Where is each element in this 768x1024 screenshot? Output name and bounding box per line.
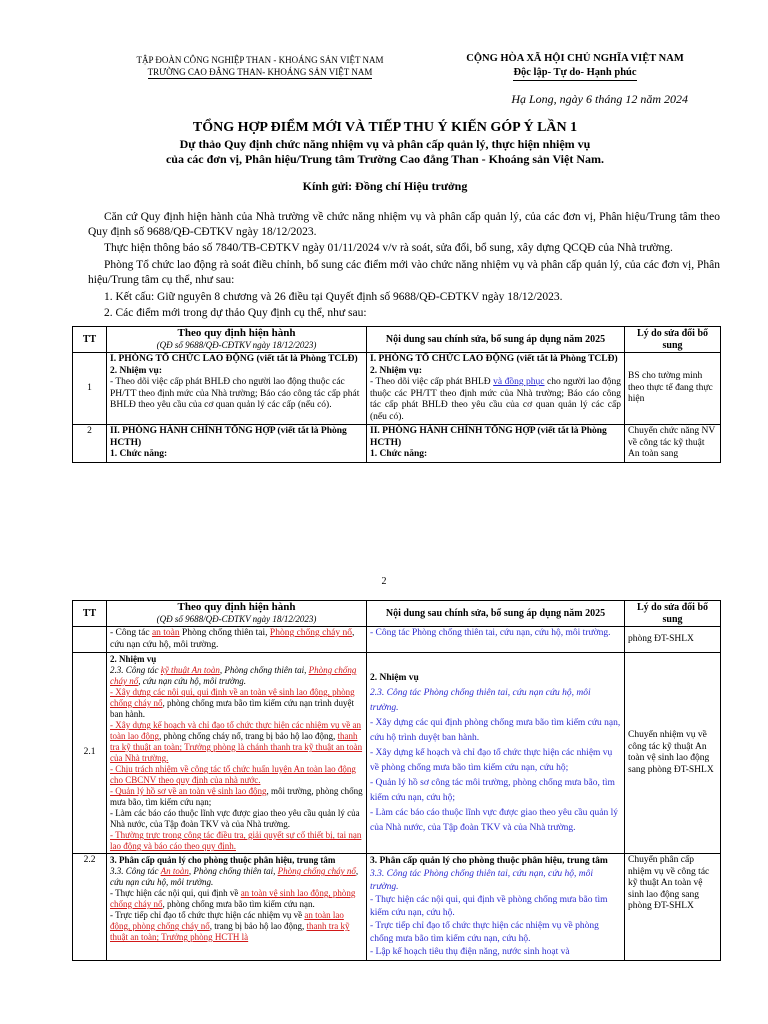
- recipient-line: Kính gửi: Đồng chí Hiệu trưởng: [302, 179, 468, 193]
- reason-cell: Chuyển phân cấp nhiệm vụ về công tác kỹ thuật An toàn vệ sinh lao động sang phòng ĐT-SHLX: [625, 854, 721, 961]
- row-number: [73, 627, 107, 653]
- deleted-text: Phòng chống cháy nổ: [269, 628, 352, 638]
- table-row: [73, 653, 721, 854]
- col-current-header: Theo quy định hiện hành (QĐ số 9688/QĐ-CĐTKV ngày 18/12/2023): [107, 327, 367, 353]
- national-header: [450, 52, 700, 81]
- comparison-table-page2: [72, 600, 721, 961]
- paragraph-structure: 1. Kết cấu: Giữ nguyên 8 chương và 26 điều tại Quyết định số 9688/QĐ-CĐTKV ngày 18/12/2023.: [104, 291, 563, 303]
- table-row: [73, 854, 721, 961]
- revised-text-cell: I. PHÒNG TỔ CHỨC LAO ĐỘNG (viết tắt là Phòng TCLĐ) 2. Nhiệm vụ: - Theo dõi việc cấp phát BHLĐ và đồng phục cho người lao động thuộc các PH/TT theo định mức của Nhà trường; Báo cáo công tác cấp phát BHLĐ theo yêu cầu của cơ quan quản lý các cấp (nếu có).: [367, 353, 625, 425]
- current-text-cell: II. PHÒNG HÀNH CHÍNH TỔNG HỢP (viết tắt là Phòng HCTH) 1. Chức năng:: [107, 425, 367, 463]
- nation-motto: Độc lập- Tự do- Hạnh phúc: [450, 66, 700, 81]
- reason-cell: Chuyển nhiệm vụ về công tác kỹ thuật An toàn vệ sinh lao động sang phòng ĐT-SHLX: [625, 653, 721, 854]
- paragraph-review: Phòng Tổ chức lao động rà soát điều chỉnh, bổ sung các điểm mới vào chức năng nhiệm vụ và phân cấp quản lý, của các đơn vị, Phân hiệu/Trung tâm cụ thể, như sau:: [88, 259, 720, 286]
- reason-cell: BS cho tường minh theo thực tế đang thực hiện: [625, 353, 721, 425]
- document-date: Hạ Long, ngày 6 tháng 12 năm 2024: [511, 92, 688, 106]
- document-subtitle-1: Dự thảo Quy định chức năng nhiệm vụ và phân cấp quản lý, thực hiện nhiệm vụ: [179, 137, 591, 151]
- table-row: [73, 627, 721, 653]
- revised-text-cell: 2. Nhiệm vụ 2.3. Công tác Phòng chống thiên tai, cứu nạn cứu hộ, môi trường. - Xây dựng các qui định phòng chống mưa bão tìm kiếm cứu nạn, cứu hộ trình duyệt ban hành. - Xây dựng kế hoạch và chỉ đạo tổ chức thực hiện các nhiệm vụ về phòng chống mưa bão tìm kiếm cứu nạn, cứu hộ; - Quản lý hồ sơ công tác môi trường, phòng chống mưa bão, tìm kiếm cứu nạn, cứu hộ; - Làm các báo cáo thuộc lĩnh vực được giao theo yêu cầu quản lý của Nhà nước, của Tập đoàn TKV và của Nhà trường.: [367, 653, 625, 854]
- revised-text-cell: II. PHÒNG HÀNH CHÍNH TỔNG HỢP (viết tắt là Phòng HCTH) 1. Chức năng:: [367, 425, 625, 463]
- col-revised-header: Nội dung sau chính sửa, bổ sung áp dụng năm 2025: [367, 601, 625, 627]
- current-text-cell: 2. Nhiệm vụ 2.3. Công tác kỹ thuật An toàn, Phòng chống thiên tai, Phòng chống cháy nổ, cứu nạn cứu hộ, môi trường. - Xây dựng các nội qui, qui định về an toàn vệ sinh lao động, phòng chống cháy nổ, phòng chống mưa bão tìm kiếm cứu nạn trình duyệt ban hành. - Xây dựng kế hoạch và chỉ đạo tổ chức thực hiện các nhiệm vụ về an toàn lao động, phòng chống cháy nổ, trang bị bảo hộ lao động, thanh tra kỹ thuật an toàn; Trưởng phòng là chánh thanh tra kỹ thuật an toàn của Nhà trường. - Chịu trách nhiệm về công tác tổ chức huấn luyện An toàn lao động cho CBCNV theo quy định của nhà nước. - Quản lý hồ sơ về an toàn vệ sinh lao động, môi trường, phòng chống mưa bão, tìm kiếm cứu nạn; - Làm các báo cáo thuộc lĩnh vực được giao theo yêu cầu quản lý của Nhà nước, của Tập đoàn TKV và của Nhà trường. - Thường trực trong công tác điều tra, giải quyết sự cố thiết bị, tai nạn lao động và báo cáo theo quy định.: [107, 653, 367, 854]
- row-number: 2.2: [73, 854, 107, 961]
- reason-cell: phòng ĐT-SHLX: [625, 627, 721, 653]
- table-row: [73, 353, 721, 425]
- document-title: TỔNG HỢP ĐIỂM MỚI VÀ TIẾP THU Ý KIẾN GÓP Ý LẦN 1: [192, 120, 578, 135]
- col-current-header: Theo quy định hiện hành (QĐ số 9688/QĐ-CĐTKV ngày 18/12/2023): [107, 601, 367, 627]
- col-reason-header: Lý do sửa đổi bổ sung: [625, 327, 721, 353]
- paragraph-basis: Căn cứ Quy định hiện hành của Nhà trường về chức năng nhiệm vụ và phân cấp quản lý, của các đơn vị, Phân hiệu/Trung tâm theo Quy định số 9688/QĐ-CĐTKV ngày 18/12/2023.: [88, 211, 720, 238]
- revised-text-cell: 3. Phân cấp quản lý cho phòng thuộc phân hiệu, trung tâm 3.3. Công tác Phòng chống thiên tai, cứu nạn, cứu hộ, môi trường. - Thực hiện các nội qui, qui định về phòng chống mưa bão tìm kiếm cứu nạn, cứu hộ. - Trực tiếp chỉ đạo tổ chức thực hiện các nhiệm vụ về phòng chống mưa bão tìm kiếm cứu nạn, cứu hộ. - Lập kế hoạch tiêu thụ điện năng, nước sinh hoạt và: [367, 854, 625, 961]
- page-number: 2: [381, 576, 387, 587]
- reason-cell: Chuyển chức năng NV về công tác kỹ thuật An toàn sang: [625, 425, 721, 463]
- col-reason-header: Lý do sửa đổi bổ sung: [625, 601, 721, 627]
- paragraph-notice: Thực hiện thông báo số 7840/TB-CĐTKV ngày 01/11/2024 v/v rà soát, sửa đổi, bổ sung, xây dựng QCQĐ của Nhà trường.: [104, 242, 673, 254]
- inserted-text: và đồng phục: [493, 377, 545, 387]
- deleted-text: an toàn: [151, 628, 180, 638]
- row-number: 2.1: [73, 653, 107, 854]
- nation-title: CỘNG HÒA XÃ HỘI CHỦ NGHĨA VIỆT NAM: [466, 53, 684, 64]
- revised-text-cell: - Công tác Phòng chống thiên tai, cứu nạn, cứu hộ, môi trường.: [367, 627, 625, 653]
- table-row: [73, 425, 721, 463]
- table-header-row: [73, 327, 721, 353]
- org-parent-name: TẬP ĐOÀN CÔNG NGHIỆP THAN - KHOÁNG SẢN VIỆT NAM: [136, 55, 384, 65]
- paragraph-new-points: 2. Các điểm mới trong dự thảo Quy định cụ thể, như sau:: [104, 307, 367, 319]
- col-revised-header: Nội dung sau chính sửa, bổ sung áp dụng năm 2025: [367, 327, 625, 353]
- current-text-cell: I. PHÒNG TỔ CHỨC LAO ĐỘNG (viết tắt là Phòng TCLĐ) 2. Nhiệm vụ: - Theo dõi việc cấp phát BHLĐ cho người lao động thuộc các PH/TT theo định mức của Nhà trường; Báo cáo công tác cấp phát BHLĐ theo yêu cầu của cơ quan quản lý các cấp (nếu có).: [107, 353, 367, 425]
- current-text-cell: 3. Phân cấp quản lý cho phòng thuộc phân hiệu, trung tâm 3.3. Công tác An toàn, Phòng chống thiên tai, Phòng chống cháy nổ, cứu nạn cứu hộ, môi trường. - Thực hiện các nội qui, qui định về an toàn vệ sinh lao động, phòng chống cháy nổ, phòng chống mưa bão tìm kiếm cứu nạn. - Trực tiếp chỉ đạo tổ chức thực hiện các nhiệm vụ về an toàn lao động, phòng chống cháy nổ, trang bị bảo hộ lao động, thanh tra kỹ thuật an toàn; Trưởng phòng HCTH là: [107, 854, 367, 961]
- col-tt-header: TT: [73, 601, 107, 627]
- organization-header: [110, 54, 410, 79]
- current-text-cell: - Công tác an toàn Phòng chống thiên tai, Phòng chống cháy nổ, cứu nạn cứu hộ, môi trường.: [107, 627, 367, 653]
- row-number: 2: [73, 425, 107, 463]
- org-school-name: TRƯỜNG CAO ĐẲNG THAN- KHOÁNG SẢN VIỆT NAM: [147, 67, 373, 77]
- row-number: 1: [73, 353, 107, 425]
- table-header-row: [73, 601, 721, 627]
- comparison-table-page1: [72, 326, 721, 463]
- document-subtitle-2: của các đơn vị, Phân hiệu/Trung tâm Trường Cao đẳng Than - Khoáng sản Việt Nam.: [165, 152, 604, 166]
- col-tt-header: TT: [73, 327, 107, 353]
